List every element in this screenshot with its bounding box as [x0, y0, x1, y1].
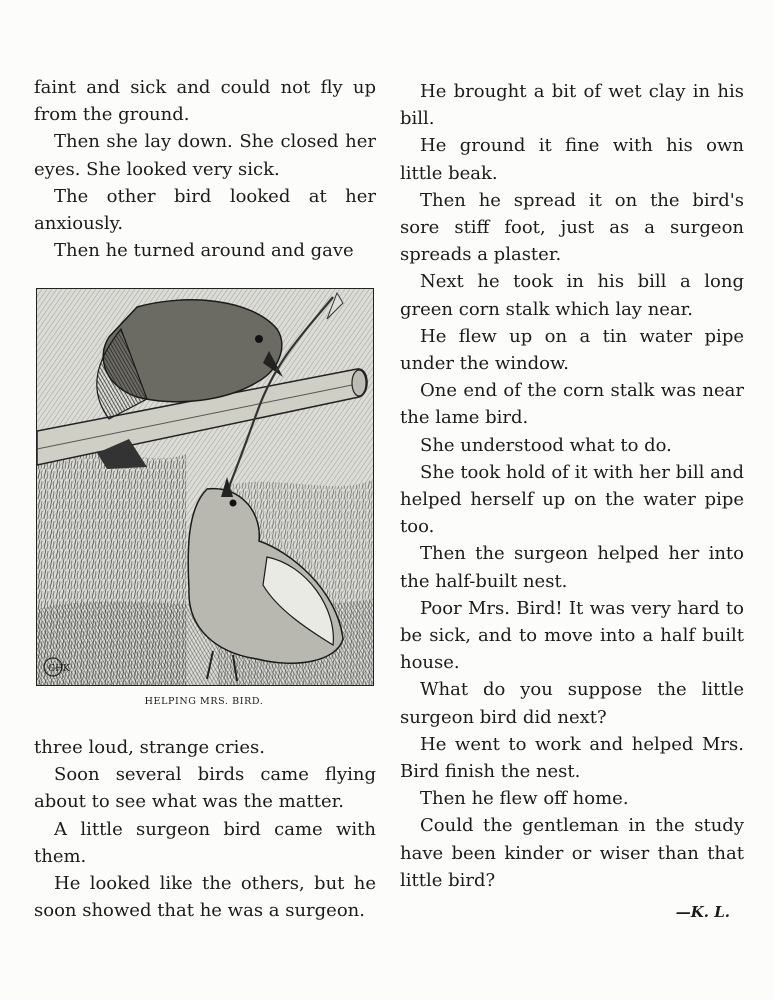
paragraph: Poor Mrs. Bird! It was very hard to be sick, and to move into a half built house. [400, 597, 744, 674]
paragraph: He brought a bit of wet clay in his bill. [400, 81, 744, 130]
paragraph: She took hold of it with her bill and helped herself up on the water pipe too. [400, 461, 744, 538]
paragraph: What do you suppose the little surgeon bird did next? [400, 679, 744, 728]
paragraph: three loud, strange cries. [34, 737, 265, 758]
svg-text:GHK: GHK [48, 664, 70, 674]
paragraph: He went to work and helped Mrs. Bird finish the nest. [400, 733, 744, 783]
author-signature: —K. L. [675, 903, 730, 921]
paragraph: He ground it fine with his own little beak. [400, 135, 744, 184]
paragraph: Could the gentleman in the study have been kinder or wiser than that little bird? [400, 815, 744, 891]
paragraph: The other bird looked at her anxiously. [34, 185, 376, 235]
paragraph: He looked like the others, but he soon showed that he was a surgeon. [34, 873, 376, 922]
left-column-top [34, 74, 376, 264]
paragraph: A little surgeon bird came with them. [34, 818, 376, 867]
paragraph: faint and sick and could not fly up from the ground. [34, 77, 376, 126]
paragraph: She understood what to do. [420, 434, 672, 456]
paragraph: Then he turned around and gave [54, 240, 354, 262]
paragraph: Then she lay down. She closed her eyes. She looked very sick. [34, 131, 376, 180]
paragraph: One end of the corn stalk was near the lame bird. [400, 380, 744, 429]
right-column [400, 78, 744, 894]
paragraph: Then he flew off home. [420, 788, 629, 810]
paragraph: Then he spread it on the bird's sore stiff foot, just as a surgeon spreads a plaster. [400, 189, 744, 266]
paragraph: Next he took in his bill a long green corn stalk which lay near. [400, 271, 744, 320]
paragraph: He flew up on a tin water pipe under the window. [400, 325, 744, 375]
illustration-helping-mrs-bird [36, 288, 374, 686]
paragraph: Then the surgeon helped her into the half-built nest. [400, 543, 744, 592]
figure-caption: HELPING MRS. BIRD. [144, 696, 264, 707]
paragraph: Soon several birds came flying about to see what was the matter. [34, 764, 376, 813]
left-column-bottom [34, 734, 376, 924]
